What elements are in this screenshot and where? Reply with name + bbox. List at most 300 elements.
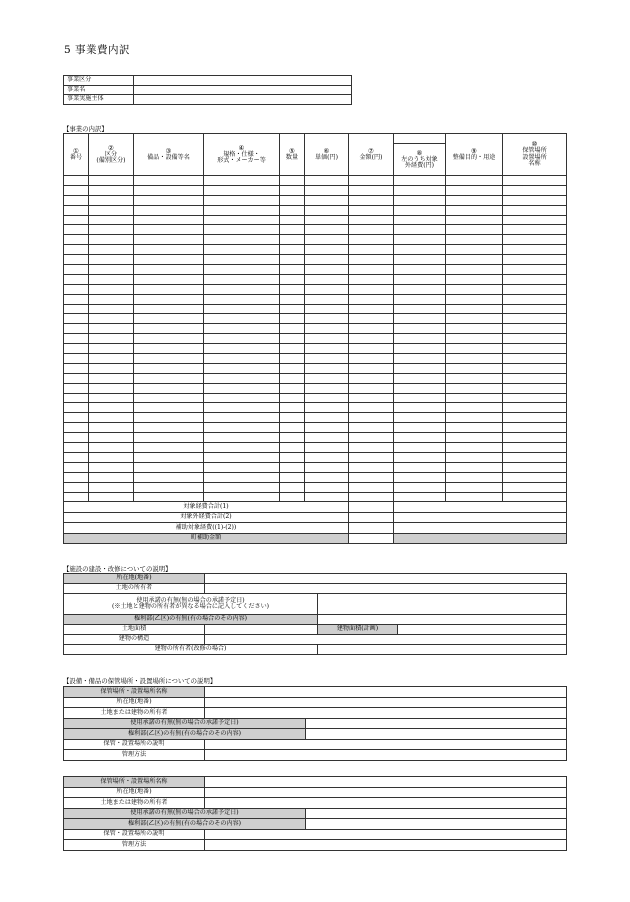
table-cell[interactable] bbox=[394, 363, 446, 373]
table-cell[interactable] bbox=[394, 314, 446, 324]
project-name-value[interactable] bbox=[134, 85, 352, 95]
table-cell[interactable] bbox=[204, 284, 280, 294]
table-cell[interactable] bbox=[503, 265, 567, 275]
table-cell[interactable] bbox=[89, 344, 134, 354]
table-cell[interactable] bbox=[204, 176, 280, 186]
table-cell[interactable] bbox=[204, 225, 280, 235]
table-cell[interactable] bbox=[394, 235, 446, 245]
table-cell[interactable] bbox=[64, 433, 89, 443]
building-owner-value[interactable] bbox=[318, 645, 567, 655]
table-cell[interactable] bbox=[349, 294, 394, 304]
table-cell[interactable] bbox=[394, 176, 446, 186]
table-cell[interactable] bbox=[349, 433, 394, 443]
table-cell[interactable] bbox=[305, 235, 349, 245]
table-cell[interactable] bbox=[280, 245, 305, 255]
table-cell[interactable] bbox=[349, 354, 394, 364]
table-cell[interactable] bbox=[64, 373, 89, 383]
table-cell[interactable] bbox=[394, 344, 446, 354]
table-cell[interactable] bbox=[446, 265, 503, 275]
table-cell[interactable] bbox=[64, 393, 89, 403]
table-cell[interactable] bbox=[89, 176, 134, 186]
table-cell[interactable] bbox=[64, 215, 89, 225]
table-cell[interactable] bbox=[503, 255, 567, 265]
table-cell[interactable] bbox=[89, 324, 134, 334]
table-cell[interactable] bbox=[280, 314, 305, 324]
table-cell[interactable] bbox=[503, 363, 567, 373]
table-cell[interactable] bbox=[349, 205, 394, 215]
storage2-owner-value[interactable] bbox=[205, 798, 567, 809]
table-cell[interactable] bbox=[305, 363, 349, 373]
table-cell[interactable] bbox=[134, 274, 204, 284]
town-subsidy-value[interactable] bbox=[349, 533, 394, 544]
table-cell[interactable] bbox=[349, 363, 394, 373]
table-cell[interactable] bbox=[446, 284, 503, 294]
table-cell[interactable] bbox=[134, 344, 204, 354]
storage1-owner-value[interactable] bbox=[205, 708, 567, 719]
table-cell[interactable] bbox=[305, 373, 349, 383]
table-cell[interactable] bbox=[64, 403, 89, 413]
table-cell[interactable] bbox=[305, 255, 349, 265]
table-cell[interactable] bbox=[134, 492, 204, 502]
table-cell[interactable] bbox=[305, 245, 349, 255]
table-cell[interactable] bbox=[204, 294, 280, 304]
table-cell[interactable] bbox=[280, 403, 305, 413]
table-cell[interactable] bbox=[305, 284, 349, 294]
table-cell[interactable] bbox=[64, 255, 89, 265]
storage2-rights-value[interactable] bbox=[306, 819, 567, 830]
table-cell[interactable] bbox=[280, 265, 305, 275]
table-cell[interactable] bbox=[204, 215, 280, 225]
table-cell[interactable] bbox=[305, 176, 349, 186]
table-cell[interactable] bbox=[280, 344, 305, 354]
table-cell[interactable] bbox=[446, 195, 503, 205]
table-cell[interactable] bbox=[305, 274, 349, 284]
storage2-usage-value[interactable] bbox=[306, 808, 567, 819]
table-cell[interactable] bbox=[134, 373, 204, 383]
table-cell[interactable] bbox=[204, 274, 280, 284]
table-cell[interactable] bbox=[394, 393, 446, 403]
table-cell[interactable] bbox=[503, 452, 567, 462]
table-cell[interactable] bbox=[280, 274, 305, 284]
table-cell[interactable] bbox=[280, 482, 305, 492]
table-cell[interactable] bbox=[305, 433, 349, 443]
table-cell[interactable] bbox=[503, 462, 567, 472]
table-cell[interactable] bbox=[446, 482, 503, 492]
table-cell[interactable] bbox=[280, 433, 305, 443]
table-cell[interactable] bbox=[305, 452, 349, 462]
table-cell[interactable] bbox=[305, 334, 349, 344]
table-cell[interactable] bbox=[349, 452, 394, 462]
table-cell[interactable] bbox=[280, 472, 305, 482]
table-cell[interactable] bbox=[204, 334, 280, 344]
table-cell[interactable] bbox=[349, 383, 394, 393]
table-cell[interactable] bbox=[503, 215, 567, 225]
table-cell[interactable] bbox=[394, 274, 446, 284]
table-cell[interactable] bbox=[89, 185, 134, 195]
table-cell[interactable] bbox=[89, 472, 134, 482]
table-cell[interactable] bbox=[349, 215, 394, 225]
table-cell[interactable] bbox=[446, 215, 503, 225]
table-cell[interactable] bbox=[446, 472, 503, 482]
table-cell[interactable] bbox=[394, 443, 446, 453]
table-cell[interactable] bbox=[349, 176, 394, 186]
storage1-usage-value[interactable] bbox=[306, 718, 567, 729]
table-cell[interactable] bbox=[446, 452, 503, 462]
table-cell[interactable] bbox=[89, 383, 134, 393]
table-cell[interactable] bbox=[64, 492, 89, 502]
table-cell[interactable] bbox=[89, 215, 134, 225]
storage2-management-value[interactable] bbox=[205, 840, 567, 851]
table-cell[interactable] bbox=[134, 205, 204, 215]
table-cell[interactable] bbox=[134, 215, 204, 225]
table-cell[interactable] bbox=[503, 413, 567, 423]
table-cell[interactable] bbox=[503, 245, 567, 255]
table-cell[interactable] bbox=[134, 235, 204, 245]
table-cell[interactable] bbox=[305, 344, 349, 354]
storage1-rights-value[interactable] bbox=[306, 729, 567, 740]
table-cell[interactable] bbox=[503, 314, 567, 324]
table-cell[interactable] bbox=[349, 284, 394, 294]
table-cell[interactable] bbox=[446, 205, 503, 215]
table-cell[interactable] bbox=[204, 205, 280, 215]
table-cell[interactable] bbox=[394, 304, 446, 314]
table-cell[interactable] bbox=[204, 185, 280, 195]
table-cell[interactable] bbox=[280, 195, 305, 205]
table-cell[interactable] bbox=[204, 245, 280, 255]
table-cell[interactable] bbox=[134, 255, 204, 265]
table-cell[interactable] bbox=[134, 433, 204, 443]
storage2-location-value[interactable] bbox=[205, 787, 567, 798]
table-cell[interactable] bbox=[64, 452, 89, 462]
project-entity-value[interactable] bbox=[134, 95, 352, 105]
table-cell[interactable] bbox=[134, 304, 204, 314]
table-cell[interactable] bbox=[349, 185, 394, 195]
table-cell[interactable] bbox=[204, 314, 280, 324]
table-cell[interactable] bbox=[503, 324, 567, 334]
table-cell[interactable] bbox=[394, 294, 446, 304]
table-cell[interactable] bbox=[134, 443, 204, 453]
table-cell[interactable] bbox=[394, 433, 446, 443]
table-cell[interactable] bbox=[64, 225, 89, 235]
table-cell[interactable] bbox=[280, 423, 305, 433]
table-cell[interactable] bbox=[89, 294, 134, 304]
table-cell[interactable] bbox=[204, 482, 280, 492]
table-cell[interactable] bbox=[280, 334, 305, 344]
table-cell[interactable] bbox=[280, 225, 305, 235]
table-cell[interactable] bbox=[305, 304, 349, 314]
table-cell[interactable] bbox=[394, 324, 446, 334]
table-cell[interactable] bbox=[503, 274, 567, 284]
table-cell[interactable] bbox=[204, 265, 280, 275]
table-cell[interactable] bbox=[89, 393, 134, 403]
table-cell[interactable] bbox=[280, 363, 305, 373]
table-cell[interactable] bbox=[394, 215, 446, 225]
table-cell[interactable] bbox=[64, 413, 89, 423]
table-cell[interactable] bbox=[280, 413, 305, 423]
table-cell[interactable] bbox=[64, 284, 89, 294]
table-cell[interactable] bbox=[305, 324, 349, 334]
table-cell[interactable] bbox=[89, 284, 134, 294]
table-cell[interactable] bbox=[503, 284, 567, 294]
table-cell[interactable] bbox=[305, 215, 349, 225]
table-cell[interactable] bbox=[394, 354, 446, 364]
table-cell[interactable] bbox=[503, 433, 567, 443]
table-cell[interactable] bbox=[503, 354, 567, 364]
table-cell[interactable] bbox=[204, 304, 280, 314]
table-cell[interactable] bbox=[349, 472, 394, 482]
table-cell[interactable] bbox=[89, 403, 134, 413]
table-cell[interactable] bbox=[134, 265, 204, 275]
table-cell[interactable] bbox=[89, 373, 134, 383]
table-cell[interactable] bbox=[305, 265, 349, 275]
table-cell[interactable] bbox=[446, 235, 503, 245]
table-cell[interactable] bbox=[446, 274, 503, 284]
table-cell[interactable] bbox=[349, 482, 394, 492]
table-cell[interactable] bbox=[280, 294, 305, 304]
table-cell[interactable] bbox=[280, 284, 305, 294]
table-cell[interactable] bbox=[349, 423, 394, 433]
table-cell[interactable] bbox=[89, 255, 134, 265]
table-cell[interactable] bbox=[305, 462, 349, 472]
table-cell[interactable] bbox=[503, 205, 567, 215]
facility-location-value[interactable] bbox=[205, 574, 567, 584]
table-cell[interactable] bbox=[134, 482, 204, 492]
facility-rights-value[interactable] bbox=[318, 615, 567, 625]
table-cell[interactable] bbox=[204, 235, 280, 245]
table-cell[interactable] bbox=[64, 274, 89, 284]
table-cell[interactable] bbox=[446, 176, 503, 186]
facility-usage-value[interactable] bbox=[318, 594, 567, 615]
table-cell[interactable] bbox=[280, 255, 305, 265]
table-cell[interactable] bbox=[280, 324, 305, 334]
table-cell[interactable] bbox=[134, 176, 204, 186]
building-structure-value[interactable] bbox=[205, 635, 567, 645]
table-cell[interactable] bbox=[89, 195, 134, 205]
table-cell[interactable] bbox=[64, 176, 89, 186]
table-cell[interactable] bbox=[134, 324, 204, 334]
table-cell[interactable] bbox=[349, 245, 394, 255]
table-cell[interactable] bbox=[503, 225, 567, 235]
table-cell[interactable] bbox=[64, 195, 89, 205]
table-cell[interactable] bbox=[64, 334, 89, 344]
table-cell[interactable] bbox=[89, 363, 134, 373]
table-cell[interactable] bbox=[349, 334, 394, 344]
table-cell[interactable] bbox=[89, 482, 134, 492]
table-cell[interactable] bbox=[89, 452, 134, 462]
table-cell[interactable] bbox=[305, 423, 349, 433]
table-cell[interactable] bbox=[305, 403, 349, 413]
table-cell[interactable] bbox=[349, 462, 394, 472]
table-cell[interactable] bbox=[89, 423, 134, 433]
table-cell[interactable] bbox=[89, 354, 134, 364]
table-cell[interactable] bbox=[503, 403, 567, 413]
table-cell[interactable] bbox=[134, 195, 204, 205]
table-cell[interactable] bbox=[280, 373, 305, 383]
table-cell[interactable] bbox=[503, 492, 567, 502]
table-cell[interactable] bbox=[394, 284, 446, 294]
table-cell[interactable] bbox=[394, 373, 446, 383]
table-cell[interactable] bbox=[394, 334, 446, 344]
table-cell[interactable] bbox=[134, 334, 204, 344]
table-cell[interactable] bbox=[394, 195, 446, 205]
table-cell[interactable] bbox=[64, 383, 89, 393]
table-cell[interactable] bbox=[503, 176, 567, 186]
table-cell[interactable] bbox=[134, 413, 204, 423]
table-cell[interactable] bbox=[134, 363, 204, 373]
table-cell[interactable] bbox=[89, 433, 134, 443]
table-cell[interactable] bbox=[280, 383, 305, 393]
table-cell[interactable] bbox=[446, 443, 503, 453]
table-cell[interactable] bbox=[204, 344, 280, 354]
table-cell[interactable] bbox=[134, 393, 204, 403]
table-cell[interactable] bbox=[305, 314, 349, 324]
table-cell[interactable] bbox=[89, 492, 134, 502]
table-cell[interactable] bbox=[134, 185, 204, 195]
table-cell[interactable] bbox=[305, 185, 349, 195]
table-cell[interactable] bbox=[134, 423, 204, 433]
table-cell[interactable] bbox=[305, 354, 349, 364]
land-area-value[interactable] bbox=[205, 625, 318, 635]
table-cell[interactable] bbox=[89, 304, 134, 314]
table-cell[interactable] bbox=[503, 373, 567, 383]
table-cell[interactable] bbox=[64, 314, 89, 324]
table-cell[interactable] bbox=[349, 274, 394, 284]
table-cell[interactable] bbox=[446, 462, 503, 472]
table-cell[interactable] bbox=[394, 452, 446, 462]
table-cell[interactable] bbox=[446, 403, 503, 413]
table-cell[interactable] bbox=[64, 482, 89, 492]
table-cell[interactable] bbox=[394, 205, 446, 215]
table-cell[interactable] bbox=[134, 403, 204, 413]
table-cell[interactable] bbox=[349, 324, 394, 334]
table-cell[interactable] bbox=[446, 393, 503, 403]
table-cell[interactable] bbox=[89, 334, 134, 344]
table-cell[interactable] bbox=[503, 443, 567, 453]
table-cell[interactable] bbox=[394, 245, 446, 255]
table-cell[interactable] bbox=[503, 344, 567, 354]
table-cell[interactable] bbox=[204, 383, 280, 393]
table-cell[interactable] bbox=[89, 413, 134, 423]
table-cell[interactable] bbox=[89, 245, 134, 255]
table-cell[interactable] bbox=[446, 294, 503, 304]
table-cell[interactable] bbox=[446, 383, 503, 393]
table-cell[interactable] bbox=[349, 443, 394, 453]
table-cell[interactable] bbox=[134, 294, 204, 304]
table-cell[interactable] bbox=[134, 354, 204, 364]
table-cell[interactable] bbox=[446, 423, 503, 433]
table-cell[interactable] bbox=[280, 215, 305, 225]
table-cell[interactable] bbox=[64, 354, 89, 364]
table-cell[interactable] bbox=[204, 195, 280, 205]
table-cell[interactable] bbox=[204, 373, 280, 383]
table-cell[interactable] bbox=[204, 403, 280, 413]
table-cell[interactable] bbox=[446, 433, 503, 443]
table-cell[interactable] bbox=[394, 413, 446, 423]
table-cell[interactable] bbox=[349, 225, 394, 235]
table-cell[interactable] bbox=[64, 423, 89, 433]
table-cell[interactable] bbox=[204, 393, 280, 403]
table-cell[interactable] bbox=[446, 324, 503, 334]
building-area-value[interactable] bbox=[398, 625, 567, 635]
table-cell[interactable] bbox=[89, 265, 134, 275]
table-cell[interactable] bbox=[446, 334, 503, 344]
total-excluded-value[interactable] bbox=[349, 512, 394, 523]
table-cell[interactable] bbox=[394, 225, 446, 235]
table-cell[interactable] bbox=[280, 443, 305, 453]
table-cell[interactable] bbox=[280, 205, 305, 215]
table-cell[interactable] bbox=[89, 205, 134, 215]
storage1-location-value[interactable] bbox=[205, 697, 567, 708]
table-cell[interactable] bbox=[134, 452, 204, 462]
storage2-name-value[interactable] bbox=[205, 777, 567, 788]
table-cell[interactable] bbox=[349, 265, 394, 275]
table-cell[interactable] bbox=[446, 413, 503, 423]
table-cell[interactable] bbox=[280, 185, 305, 195]
table-cell[interactable] bbox=[446, 354, 503, 364]
table-cell[interactable] bbox=[394, 255, 446, 265]
table-cell[interactable] bbox=[134, 284, 204, 294]
table-cell[interactable] bbox=[503, 383, 567, 393]
table-cell[interactable] bbox=[305, 472, 349, 482]
table-cell[interactable] bbox=[394, 492, 446, 502]
table-cell[interactable] bbox=[204, 413, 280, 423]
table-cell[interactable] bbox=[204, 324, 280, 334]
table-cell[interactable] bbox=[204, 452, 280, 462]
table-cell[interactable] bbox=[204, 354, 280, 364]
table-cell[interactable] bbox=[89, 314, 134, 324]
table-cell[interactable] bbox=[503, 185, 567, 195]
table-cell[interactable] bbox=[394, 265, 446, 275]
table-cell[interactable] bbox=[349, 235, 394, 245]
table-cell[interactable] bbox=[503, 393, 567, 403]
table-cell[interactable] bbox=[446, 225, 503, 235]
table-cell[interactable] bbox=[89, 443, 134, 453]
table-cell[interactable] bbox=[64, 205, 89, 215]
table-cell[interactable] bbox=[280, 354, 305, 364]
table-cell[interactable] bbox=[64, 472, 89, 482]
table-cell[interactable] bbox=[280, 492, 305, 502]
table-cell[interactable] bbox=[134, 314, 204, 324]
table-cell[interactable] bbox=[64, 324, 89, 334]
table-cell[interactable] bbox=[349, 373, 394, 383]
table-cell[interactable] bbox=[446, 344, 503, 354]
table-cell[interactable] bbox=[64, 294, 89, 304]
table-cell[interactable] bbox=[394, 185, 446, 195]
table-cell[interactable] bbox=[280, 235, 305, 245]
table-cell[interactable] bbox=[446, 304, 503, 314]
table-cell[interactable] bbox=[305, 205, 349, 215]
table-cell[interactable] bbox=[503, 235, 567, 245]
table-cell[interactable] bbox=[204, 423, 280, 433]
total-target-value[interactable] bbox=[349, 502, 394, 513]
table-cell[interactable] bbox=[305, 383, 349, 393]
table-cell[interactable] bbox=[305, 492, 349, 502]
table-cell[interactable] bbox=[305, 225, 349, 235]
table-cell[interactable] bbox=[64, 462, 89, 472]
table-cell[interactable] bbox=[394, 403, 446, 413]
table-cell[interactable] bbox=[349, 314, 394, 324]
facility-land-owner-value[interactable] bbox=[205, 584, 567, 594]
table-cell[interactable] bbox=[349, 255, 394, 265]
table-cell[interactable] bbox=[503, 334, 567, 344]
table-cell[interactable] bbox=[503, 195, 567, 205]
table-cell[interactable] bbox=[64, 245, 89, 255]
table-cell[interactable] bbox=[446, 363, 503, 373]
table-cell[interactable] bbox=[280, 452, 305, 462]
table-cell[interactable] bbox=[134, 472, 204, 482]
table-cell[interactable] bbox=[89, 235, 134, 245]
table-cell[interactable] bbox=[446, 373, 503, 383]
